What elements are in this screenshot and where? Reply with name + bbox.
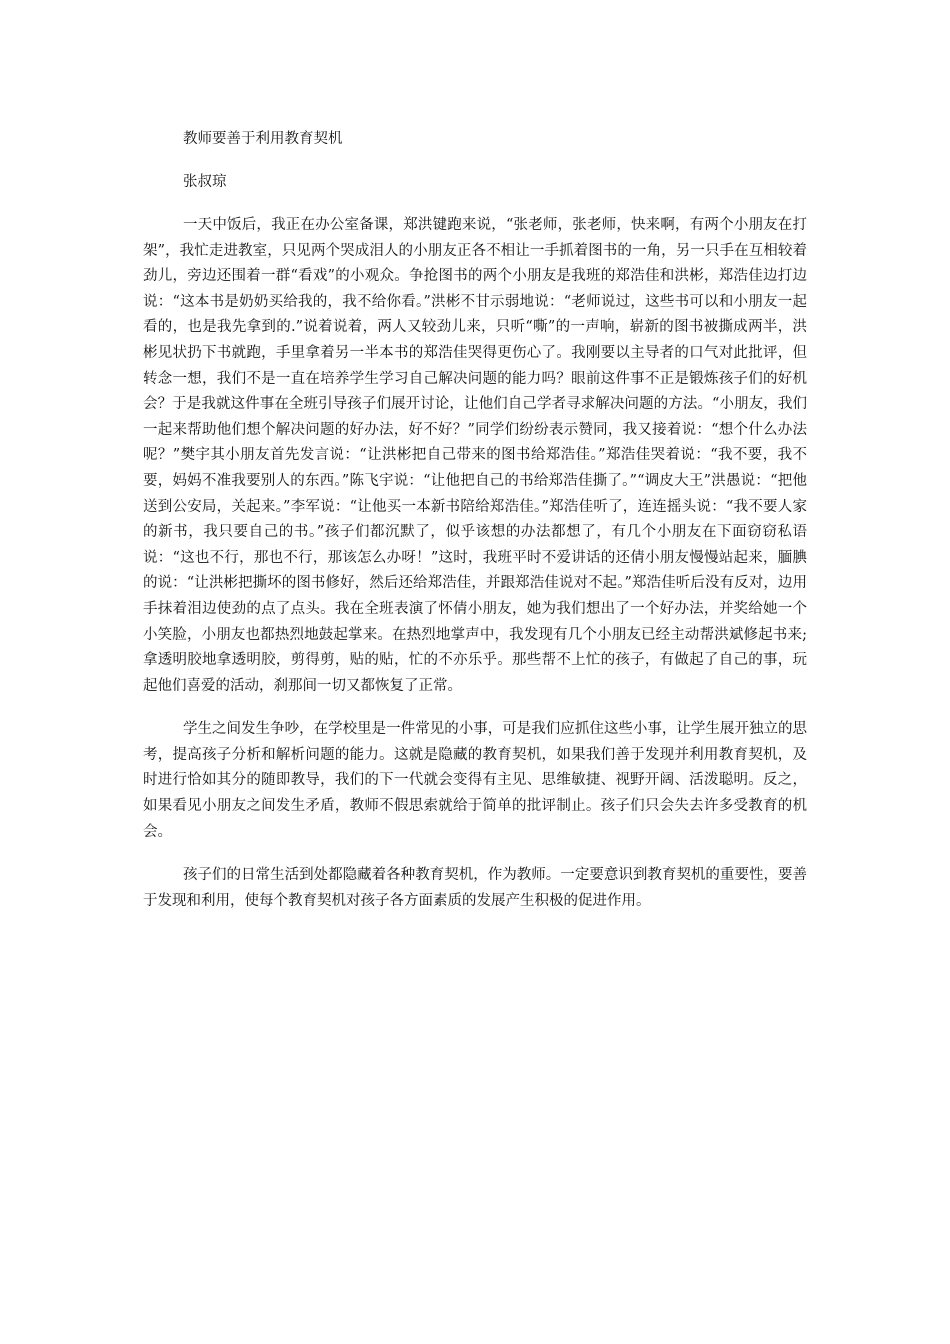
paragraph-conclusion: 孩子们的日常生活到处都隐藏着各种教育契机，作为教师。一定要意识到教育契机的重要性，要善于发现和利用，使每个教育契机对孩子各方面素质的发展产生积极的促进作用。 (143, 867, 807, 909)
article-title: 教师要善于利用教育契机 (183, 131, 343, 147)
article-author: 张叔琼 (183, 174, 227, 190)
paragraph-analysis: 学生之间发生争吵，在学校里是一件常见的小事，可是我们应抓住这些小事，让学生展开独立的思考，提高孩子分析和解析问题的能力。这就是隐藏的教育契机，如果我们善于发现并利用教育契机，及时进行恰如其分的随即教导，我们的下一代就会变得有主见、思维敏捷、视野开阔、活泼聪明。反之，如果看见小朋友之间发生矛盾，教师不假思索就给于简单的批评制止。孩子们只会失去许多受教育的机会。 (143, 721, 807, 840)
paragraph-story: 一天中饭后，我正在办公室备课，郑洪键跑来说，“张老师，张老师，快来啊，有两个小朋友在打架”，我忙走进教室，只见两个哭成泪人的小朋友正各不相让一手抓着图书的一角，另一只手在互相较着劲儿，旁边还围着一群“看戏”的小观众。争抢图书的两个小朋友是我班的郑浩佳和洪彬，郑浩佳边打边说：“这本书是奶奶买给我的，我不给你看。”洪彬不甘示弱地说：“老师说过，这些书可以和小朋友一起看的，也是我先拿到的.”说着说着，两人又较劲儿来，只听“嘶”的一声响，崭新的图书被撕成两半，洪彬见状扔下书就跑，手里拿着另一半本书的郑浩佳哭得更伤心了。我刚要以主导者的口气对此批评，但转念一想，我们不是一直在培养学生学习自己解决问题的能力吗？眼前这件事不正是锻炼孩子们的好机会？于是我就这件事在全班引导孩子们展开讨论，让他们自己学者寻求解决问题的方法。“小朋友，我们一起来帮助他们想个解决问题的好办法，好不好？”同学们纷纷表示赞同，我又接着说：“想个什么办法呢？”樊宇其小朋友首先发言说：“让洪彬把自己带来的图书给郑浩佳。”郑浩佳哭着说：“我不要，我不要，妈妈不准我要别人的东西。”陈飞宇说：“让他把自己的书给郑浩佳撕了。”“调皮大王”洪愚说：“把他送到公安局，关起来。”李军说：“让他买一本新书陪给郑浩佳。”郑浩佳听了，连连摇头说：“我不要人家的新书，我只要自己的书。”孩子们都沉默了，似乎该想的办法都想了，有几个小朋友在下面窃窃私语说：“这也不行，那也不行，那该怎么办呀！”这时，我班平时不爱讲话的还倩小朋友慢慢站起来，腼腆的说：“让洪彬把撕坏的图书修好，然后还给郑浩佳，并跟郑浩佳说对不起。”郑浩佳听后没有反对，边用手抹着泪边使劲的点了点头。我在全班表演了怀倩小朋友，她为我们想出了一个好办法，并奖给她一个小笑脸，小朋友也都热烈地鼓起掌来。在热烈地掌声中，我发现有几个小朋友已经主动帮洪斌修起书来;拿透明胶地拿透明胶，剪得剪，贴的贴，忙的不亦乐乎。那些帮不上忙的孩子，有做起了自己的事，玩起他们喜爱的活动，刹那间一切又都恢复了正常。 (143, 217, 807, 694)
article-body (143, 126, 807, 914)
